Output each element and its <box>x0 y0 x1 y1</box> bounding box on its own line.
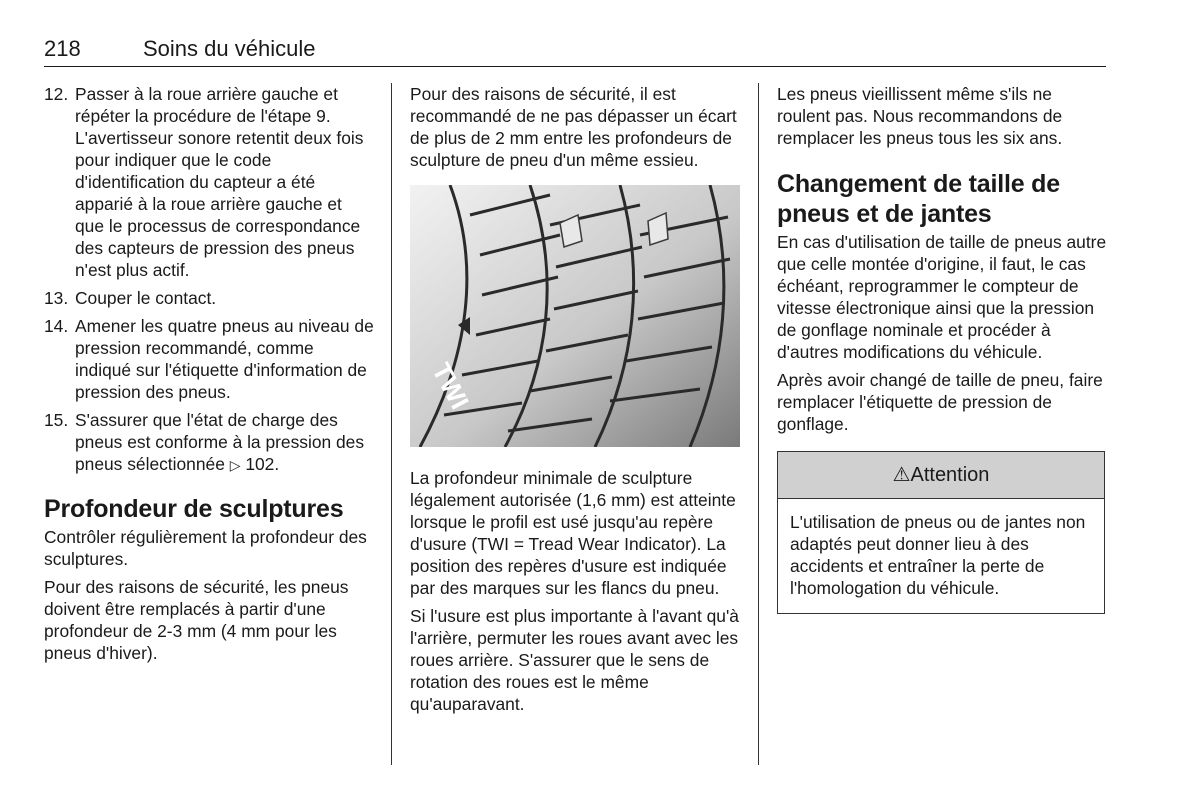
step-13 <box>44 287 374 309</box>
paragraph: La profondeur minimale de sculpture légalement autorisée (1,6 mm) est atteinte lorsque le profil est usé jusqu'au repère d'usure (TWI = Tread Wear Indicator). La position des repères d'usure est indiquée par des marques sur les flancs du pneu. <box>410 468 736 598</box>
step-text: Passer à la roue arrière gauche et répéter la procédure de l'étape 9. L'avertisseur sonore retentit deux fois pour indiquer que le code d'identification du capteur a été apparié à la roue arrière gauche et que le processus de correspondance des capteurs de pression des pneus n'est plus actif. <box>75 84 364 280</box>
procedure-steps <box>44 83 374 476</box>
paragraph: Contrôler régulièrement la profondeur des sculptures. <box>44 527 367 569</box>
section-heading-size-change: Changement de taille de pneus et de jantes <box>777 170 1060 228</box>
tire-tread-drawing <box>410 185 740 447</box>
step-text: Couper le contact. <box>75 288 217 308</box>
paragraph: Si l'usure est plus importante à l'avant qu'à l'arrière, permuter les roues avant avec les roues arrière. S'assurer que le sens de rotation des roues est le même qu'auparavant. <box>410 606 739 714</box>
page-reference[interactable]: 102. <box>240 454 280 474</box>
section-heading-tread-depth: Profondeur de sculptures <box>44 495 344 523</box>
step-15 <box>44 409 374 476</box>
step-number: 15. <box>44 410 69 430</box>
column-3 <box>777 83 1107 614</box>
step-number: 13. <box>44 288 69 308</box>
step-text: Amener les quatre pneus au niveau de pression recommandé, comme indiqué sur l'étiquette d'information de pression des pneus. <box>75 316 374 402</box>
warning-title: Attention <box>910 464 990 486</box>
warning-text: L'utilisation de pneus ou de jantes non adaptés peut donner lieu à des accidents et entraîner la perte de l'homologation du véhicule. <box>790 512 1086 598</box>
step-number: 12. <box>44 84 69 104</box>
step-number: 14. <box>44 316 69 336</box>
step-text: S'assurer que l'état de charge des pneus est conforme à la pression des pneus sélectionnée <box>75 410 365 474</box>
twi-label: TWI <box>426 357 476 414</box>
chapter-title: Soins du véhicule <box>143 36 316 61</box>
arrow-right-icon[interactable]: ▷ <box>229 457 241 473</box>
page-number: 218 <box>44 36 81 61</box>
warning-box <box>777 451 1105 614</box>
paragraph: Les pneus vieillissent même s'ils ne roulent pas. Nous recommandons de remplacer les pneus tous les six ans. <box>777 84 1063 148</box>
warning-triangle-icon: ⚠ <box>892 464 911 486</box>
column-1 <box>44 83 374 670</box>
paragraph: En cas d'utilisation de taille de pneus autre que celle montée d'origine, il faut, le cas échéant, reprogrammer le compteur de vitesse électronique ainsi que la pression de gonflage nominale et procéder à d'autres modifications du véhicule. <box>777 232 1107 362</box>
paragraph: Pour des raisons de sécurité, il est recommandé de ne pas dépasser un écart de plus de 2 mm entre les profondeurs de sculpture de pneu d'un même essieu. <box>410 84 737 170</box>
step-12 <box>44 83 374 281</box>
column-2 <box>410 83 740 721</box>
tire-tread-illustration <box>410 185 740 447</box>
column-divider-2 <box>758 83 759 765</box>
page-header <box>44 36 1106 67</box>
paragraph: Après avoir changé de taille de pneu, faire remplacer l'étiquette de pression de gonflage. <box>777 370 1103 434</box>
step-14 <box>44 315 374 403</box>
column-divider-1 <box>391 83 392 765</box>
warning-header <box>778 452 1104 499</box>
paragraph: Pour des raisons de sécurité, les pneus doivent être remplacés à partir d'une profondeur de 2-3 mm (4 mm pour les pneus d'hiver). <box>44 577 349 663</box>
